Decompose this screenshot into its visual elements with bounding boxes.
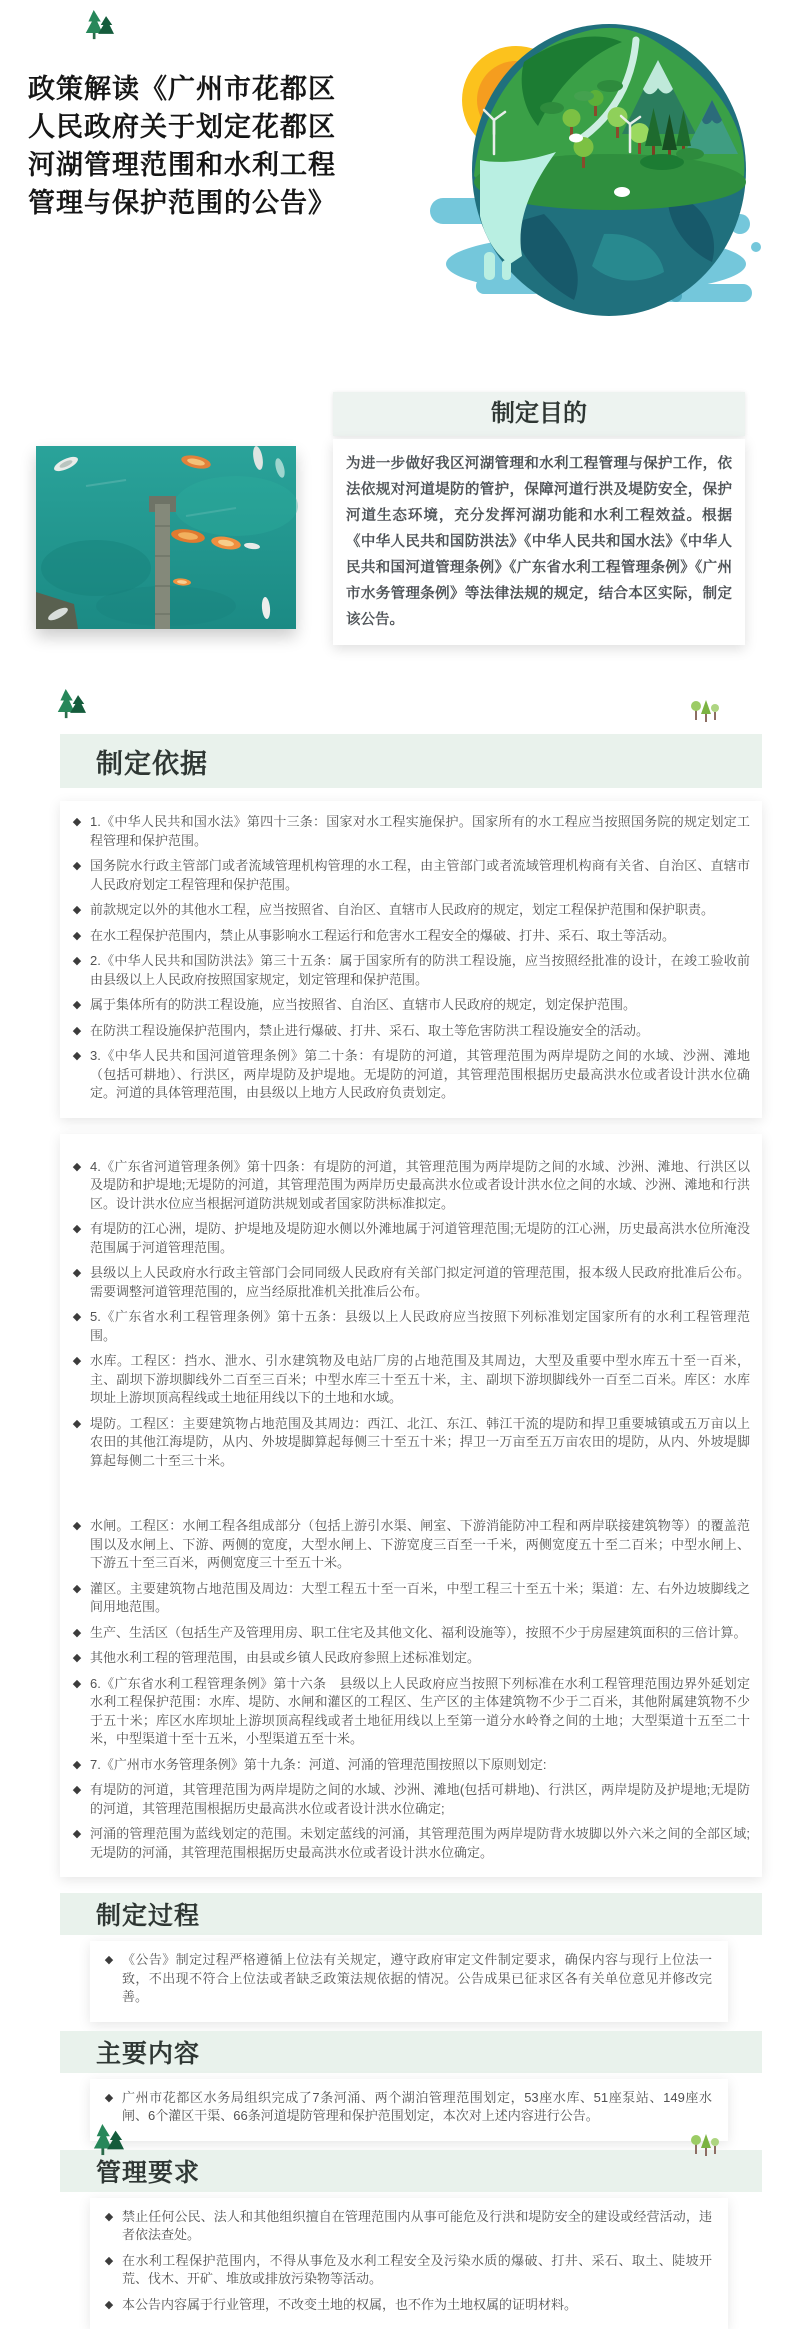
list-item-text: 水闸。工程区：水闸工程各组成部分（包括上游引水渠、闸室、下游消能防冲工程和两岸联接建筑物等）的覆盖范围以及水闸上、下游、两侧的宽度，大型水闸上、下游宽度三百至一千米，两侧宽度五十至二百米；中型水闸上、下游五十至三百米，两侧宽度三十至五十米。 xyxy=(90,1517,750,1573)
tree-icon xyxy=(56,686,86,722)
list-item-text: 生产、生活区（包括生产及管理用房、职工住宅及其他文化、福利设施等），按照不少于房屋建筑面积的三倍计算。 xyxy=(90,1624,750,1643)
list-item xyxy=(64,996,750,1015)
list-item xyxy=(96,2252,712,2289)
page-title-line: 管理与保护范围的公告》 xyxy=(28,184,338,222)
basis-heading: 制定依据 xyxy=(60,734,762,788)
basis-list-3 xyxy=(64,1517,750,1862)
list-item-text: 堤防。工程区：主要建筑物占地范围及其周边：西江、北江、东江、韩江干流的堤防和捍卫重要城镇或五万亩以上农田的其他江海堤防，从内、外坡堤脚算起每侧三十至五十米；捍卫一万亩至五万亩农田的堤防，从内、外坡堤脚算起每侧二十至三十米。 xyxy=(90,1415,750,1471)
list-item-text: 其他水利工程的管理范围，由县或乡镇人民政府参照上述标准划定。 xyxy=(90,1649,750,1668)
diamond-bullet-icon: ◆ xyxy=(64,927,90,946)
list-item-text: 在水利工程保护范围内，不得从事危及水利工程安全及污染水质的爆破、打井、采石、取土、陡坡开荒、伐木、开矿、堆放或排放污染物等活动。 xyxy=(122,2252,712,2289)
diamond-bullet-icon: ◆ xyxy=(64,1264,90,1301)
list-item-text: 属于集体所有的防洪工程设施，应当按照省、自治区、直辖市人民政府的规定，划定保护范围。 xyxy=(90,996,750,1015)
management-heading: 管理要求 xyxy=(60,2150,762,2192)
diamond-bullet-icon: ◆ xyxy=(96,2252,122,2289)
list-item-text: 国务院水行政主管部门或者流域管理机构管理的水工程，由主管部门或者流域管理机构商有关省、自治区、直辖市人民政府划定工程管理和保护范围。 xyxy=(90,857,750,894)
list-item xyxy=(64,1756,750,1775)
list-item xyxy=(64,1220,750,1257)
list-item xyxy=(64,1675,750,1749)
list-item xyxy=(64,813,750,850)
list-item-text: 灌区。主要建筑物占地范围及周边：大型工程五十至一百米，中型工程三十至五十米；渠道：左、右外边坡脚线之间用地范围。 xyxy=(90,1580,750,1617)
diamond-bullet-icon: ◆ xyxy=(64,857,90,894)
diamond-bullet-icon: ◆ xyxy=(96,2089,122,2126)
list-item xyxy=(64,952,750,989)
management-list xyxy=(96,2208,712,2315)
diamond-bullet-icon: ◆ xyxy=(64,1517,90,1573)
list-item-text: 6.《广东省水利工程管理条例》第十六条 县级以上人民政府应当按照下列标准在水利工程管理范围边界外延划定水利工程保护范围：水库、堤防、水闸和灌区的工程区、生产区的主体建筑物不少于二百米，其他附属建筑物不少于五十米；库区水库坝址上游坝顶高程线或者土地征用线以上至第一道分水岭脊之间的土地；大型渠道十五至二十米，中型渠道十至十五米，小型渠道五至十米。 xyxy=(90,1675,750,1749)
diamond-bullet-icon: ◆ xyxy=(64,1022,90,1041)
process-heading: 制定过程 xyxy=(60,1893,762,1935)
list-item xyxy=(64,1158,750,1214)
tree-icon xyxy=(92,2122,124,2158)
list-item xyxy=(96,2089,712,2126)
process-card xyxy=(90,1941,728,2022)
aerial-boats-photo xyxy=(36,446,296,629)
list-gap xyxy=(64,1477,750,1517)
list-item-text: 1.《中华人民共和国水法》第四十三条：国家对水工程实施保护。国家所有的水工程应当按照国务院的规定划定工程管理和保护范围。 xyxy=(90,813,750,850)
diamond-bullet-icon: ◆ xyxy=(64,1352,90,1408)
page-title-line: 河湖管理范围和水利工程 xyxy=(28,146,338,184)
list-item-text: 《公告》制定过程严格遵循上位法有关规定，遵守政府审定文件制定要求，确保内容与现行上位法一致，不出现不符合上位法或者缺乏政策法规依据的情况。公告成果已征求区各有关单位意见并修改完善。 xyxy=(122,1951,712,2007)
list-item-text: 在水工程保护范围内，禁止从事影响水工程运行和危害水工程安全的爆破、打井、采石、取土等活动。 xyxy=(90,927,750,946)
list-item-text: 本公告内容属于行业管理，不改变土地的权属，也不作为土地权属的证明材料。 xyxy=(122,2296,712,2315)
list-item xyxy=(64,1825,750,1862)
basis-list-2 xyxy=(64,1158,750,1471)
main-content-list xyxy=(96,2089,712,2126)
diamond-bullet-icon: ◆ xyxy=(64,1649,90,1668)
list-item xyxy=(64,1047,750,1103)
list-item-text: 7.《广州市水务管理条例》第十九条：河道、河涌的管理范围按照以下原则划定: xyxy=(90,1756,750,1775)
page-title xyxy=(28,70,338,222)
list-item xyxy=(96,2208,712,2245)
purpose-heading: 制定目的 xyxy=(333,392,745,436)
list-item xyxy=(64,1580,750,1617)
list-item-text: 有堤防的河道，其管理范围为两岸堤防之间的水域、沙洲、滩地(包括可耕地)、行洪区，两岸堤防及护堤地;无堤防的河道，其管理范围根据历史最高洪水位或者设计洪水位确定; xyxy=(90,1781,750,1818)
basis-section xyxy=(60,734,762,1877)
list-item xyxy=(64,1624,750,1643)
list-item xyxy=(96,1951,712,2007)
main-content-section xyxy=(60,2031,762,2141)
hero-section xyxy=(0,0,793,318)
page-title-line: 人民政府关于划定花都区 xyxy=(28,108,338,146)
list-item-text: 5.《广东省水利工程管理条例》第十五条：县级以上人民政府应当按照下列标准划定国家所有的水利工程管理范围。 xyxy=(90,1308,750,1345)
diamond-bullet-icon: ◆ xyxy=(64,1825,90,1862)
list-item xyxy=(64,1649,750,1668)
list-item xyxy=(64,1781,750,1818)
list-item-text: 水库。工程区：挡水、泄水、引水建筑物及电站厂房的占地范围及其周边，大型及重要中型水库五十至一百米，主、副坝下游坝脚线外二百至三百米；中型水库三十至五十米，主、副坝下游坝脚线外一百至二百米。库区：水库坝址上游坝顶高程线或土地征用线以下的土地和水域。 xyxy=(90,1352,750,1408)
basis-list-1 xyxy=(64,813,750,1103)
small-trees-icon xyxy=(690,2130,720,2156)
diamond-bullet-icon: ◆ xyxy=(64,1415,90,1471)
list-item-text: 前款规定以外的其他水工程，应当按照省、自治区、直辖市人民政府的规定，划定工程保护范围和保护职责。 xyxy=(90,901,750,920)
list-item xyxy=(64,1308,750,1345)
management-section xyxy=(60,2150,762,2329)
diamond-bullet-icon: ◆ xyxy=(64,952,90,989)
trees-icon xyxy=(84,8,114,42)
list-item xyxy=(64,1352,750,1408)
list-item-text: 4.《广东省河道管理条例》第十四条：有堤防的河道，其管理范围为两岸堤防之间的水域、沙洲、滩地、行洪区以及堤防和护堤地;无堤防的河道，其管理范围为两岸历史最高洪水位或者设计洪水位之间的水域、沙洲、滩地和行洪区。设计洪水位应当根据河道防洪规划或者国家防洪标准拟定。 xyxy=(90,1158,750,1214)
list-item-text: 河涌的管理范围为蓝线划定的范围。未划定蓝线的河涌，其管理范围为两岸堤防背水坡脚以外六米之间的全部区域;无堤防的河涌，其管理范围根据历史最高洪水位或者设计洪水位确定。 xyxy=(90,1825,750,1862)
diamond-bullet-icon: ◆ xyxy=(64,1756,90,1775)
process-list xyxy=(96,1951,712,2007)
small-trees-icon xyxy=(690,696,720,722)
process-section xyxy=(60,1893,762,2022)
list-item-text: 有堤防的江心洲，堤防、护堤地及堤防迎水侧以外滩地属于河道管理范围;无堤防的江心洲，历史最高洪水位所淹没范围属于河道管理范围。 xyxy=(90,1220,750,1257)
diamond-bullet-icon: ◆ xyxy=(64,996,90,1015)
diamond-bullet-icon: ◆ xyxy=(64,1220,90,1257)
list-item-text: 禁止任何公民、法人和其他组织擅自在管理范围内从事可能危及行洪和堤防安全的建设或经营活动，违者依法查处。 xyxy=(122,2208,712,2245)
diamond-bullet-icon: ◆ xyxy=(64,1675,90,1749)
diamond-bullet-icon: ◆ xyxy=(96,1951,122,2007)
main-content-heading: 主要内容 xyxy=(60,2031,762,2073)
diamond-bullet-icon: ◆ xyxy=(64,813,90,850)
list-item-text: 在防洪工程设施保护范围内，禁止进行爆破、打井、采石、取土等危害防洪工程设施安全的活动。 xyxy=(90,1022,750,1041)
diamond-bullet-icon: ◆ xyxy=(64,1580,90,1617)
main-content-card xyxy=(90,2079,728,2141)
list-item-text: 3.《中华人民共和国河道管理条例》第二十条：有堤防的河道，其管理范围为两岸堤防之间的水域、沙洲、滩地（包括可耕地）、行洪区，两岸堤防及护堤地。无堤防的河道，其管理范围根据历史最高洪水位或者设计洪水位确定。河道的具体管理范围，由县级以上地方人民政府负责划定。 xyxy=(90,1047,750,1103)
purpose-body: 为进一步做好我区河湖管理和水利工程管理与保护工作，依法依规对河道堤防的管护，保障河道行洪及堤防安全，保护河道生态环境，充分发挥河湖功能和水利工程效益。根据《中华人民共和国防洪法》《中华人民共和国水法》《中华人民共和国河道管理条例》《广东省水利工程管理条例》《广州市水务管理条例》等法律法规的规定，结合本区实际，制定该公告。 xyxy=(333,439,745,645)
list-item-text: 2.《中华人民共和国防洪法》第三十五条：属于国家所有的防洪工程设施，应当按照经批准的设计，在竣工验收前由县级以上人民政府按照国家规定，划定管理和保护范围。 xyxy=(90,952,750,989)
list-item xyxy=(64,901,750,920)
list-item-text: 县级以上人民政府水行政主管部门会同同级人民政府有关部门拟定河道的管理范围，报本级人民政府批准后公布。需要调整河道管理范围的，应当经原批准机关批准后公布。 xyxy=(90,1264,750,1301)
list-item xyxy=(64,1517,750,1573)
list-item xyxy=(64,1415,750,1471)
diamond-bullet-icon: ◆ xyxy=(64,1308,90,1345)
diamond-bullet-icon: ◆ xyxy=(64,1158,90,1214)
list-item xyxy=(96,2296,712,2315)
diamond-bullet-icon: ◆ xyxy=(64,1624,90,1643)
purpose-section xyxy=(0,392,793,638)
basis-card-2 xyxy=(60,1134,762,1878)
diamond-bullet-icon: ◆ xyxy=(64,901,90,920)
page-title-line: 政策解读《广州市花都区 xyxy=(28,70,338,108)
management-card xyxy=(90,2198,728,2329)
diamond-bullet-icon: ◆ xyxy=(64,1781,90,1818)
basis-card-1 xyxy=(60,801,762,1118)
list-item xyxy=(64,927,750,946)
eco-earth-illustration xyxy=(424,4,792,312)
diamond-bullet-icon: ◆ xyxy=(96,2296,122,2315)
diamond-bullet-icon: ◆ xyxy=(64,1047,90,1103)
list-item-text: 广州市花都区水务局组织完成了7条河涌、两个湖泊管理范围划定，53座水库、51座泵站、149座水闸、6个灌区干渠、66条河道堤防管理和保护范围划定，本次对上述内容进行公告。 xyxy=(122,2089,712,2126)
diamond-bullet-icon: ◆ xyxy=(96,2208,122,2245)
list-item xyxy=(64,1264,750,1301)
list-item xyxy=(64,1022,750,1041)
list-item xyxy=(64,857,750,894)
purpose-column xyxy=(333,392,745,645)
